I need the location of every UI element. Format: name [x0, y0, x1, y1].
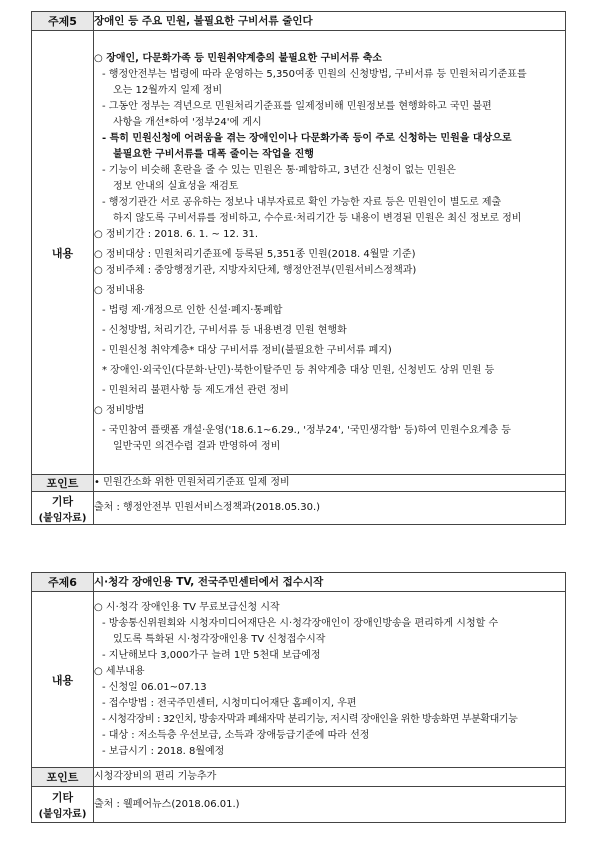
content-line: 오는 12월까지 일제 정비: [113, 84, 223, 96]
etc-label-sub: (붙임자료): [38, 809, 87, 820]
content-line: ○ 정비주체 : 중앙행정기관, 지방자치단체, 행정안전부(민원서비스정책과): [94, 264, 417, 276]
topic6-etc-label: [32, 787, 94, 823]
content-line: - 행정안전부는 법령에 따라 운영하는 5,350여종 민원의 신청방법, 구비서류 등 민원처리기준표를: [102, 68, 527, 80]
content-line: ○ 정비내용: [94, 284, 145, 296]
content-line: - 국민참여 플랫폼 개설·운영('18.6.1~6.29., '정부24', '국민생각함' 등)하여 민원수요계층 등: [102, 424, 511, 436]
topic5-table: [31, 11, 566, 525]
topic6-label: 주제6: [32, 573, 94, 592]
topic6-table: [31, 572, 566, 823]
content-line: - 신청방법, 처리기간, 구비서류 등 내용변경 민원 현행화: [102, 324, 347, 336]
topic5-content-label: 내용: [32, 31, 94, 475]
content-line: - 법령 제·개정으로 인한 신설·폐지·통폐합: [102, 304, 283, 316]
content-line: - 신청일 06.01~07.13: [102, 681, 207, 693]
content-line: - 시청각장비 : 32인치, 방송자막과 폐쇄자막 분리기능, 저시력 장애인을 위한 방송화면 부분확대기능: [102, 713, 518, 725]
topic5-point: • 민원간소화 위한 민원처리기준표 일제 정비: [94, 475, 566, 492]
content-line: - 민원신청 취약계층* 대상 구비서류 정비(불필요한 구비서류 폐지): [102, 344, 392, 356]
topic6-point-label: 포인트: [32, 768, 94, 787]
content-line: - 민원처리 불편사항 등 제도개선 관련 정비: [102, 384, 289, 396]
topic5-content: [94, 31, 566, 475]
content-line: 정보 안내의 실효성을 재검토: [113, 180, 239, 192]
content-line: ○ 정비방법: [94, 404, 145, 416]
content-line: - 방송통신위원회와 시청자미디어재단은 시·청각장애인이 장애인방송을 편리하게 시청할 수: [102, 617, 499, 629]
content-line: ○ 장애인, 다문화가족 등 민원취약계층의 불필요한 구비서류 축소: [94, 52, 383, 64]
content-line: 있도록 특화된 시·청각장애인용 TV 신청접수시작: [113, 633, 326, 645]
topic5-title: 장애인 등 주요 민원, 불필요한 구비서류 줄인다: [94, 12, 566, 31]
topic6-title: 시·청각 장애인용 TV, 전국주민센터에서 접수시작: [94, 573, 566, 592]
topic5-label: 주제5: [32, 12, 94, 31]
topic6-content: [94, 592, 566, 768]
topic6-source: 출처 : 웰페어뉴스(2018.06.01.): [94, 787, 566, 823]
etc-label-sub: (붙임자료): [38, 512, 87, 524]
content-line: - 보급시기 : 2018. 8월예정: [102, 745, 225, 757]
content-line: 일반국민 의견수렴 결과 반영하여 정비: [113, 440, 281, 452]
content-line: * 장애인·외국인(다문화·난민)·북한이탈주민 등 취약계층 대상 민원, 신청빈도 상위 민원 등: [102, 364, 495, 376]
topic5-point-label: 포인트: [32, 475, 94, 492]
content-line: ○ 정비대상 : 민원처리기준표에 등록된 5,351종 민원(2018. 4월말 기준): [94, 248, 416, 260]
content-line: - 행정기관간 서로 공유하는 정보나 내부자료로 확인 가능한 자료 등은 민원인이 별도로 제출: [102, 196, 502, 208]
content-line: 사항을 개선*하여 '정부24'에 게시: [113, 116, 262, 128]
content-line: 하지 않도록 구비서류를 정비하고, 수수료·처리기간 등 내용이 변경된 민원은 최신 정보로 정비: [113, 212, 522, 224]
content-line: - 대상 : 저소득층 우선보급, 소득과 장애등급기준에 따라 선정: [102, 729, 370, 741]
content-line: - 특히 민원신청에 어려움을 겪는 장애인이나 다문화가족 등이 주로 신청하는 민원을 대상으로: [102, 132, 512, 144]
content-line: 불필요한 구비서류를 대폭 줄이는 작업을 진행: [113, 148, 314, 160]
content-line: ○ 세부내용: [94, 665, 145, 677]
content-line: - 그동안 정부는 격년으로 민원처리기준표를 일제정비해 민원정보를 현행화하고 국민 불편: [102, 100, 492, 112]
topic5-source: 출처 : 행정안전부 민원서비스정책과(2018.05.30.): [94, 492, 566, 525]
content-line: - 기능이 비슷해 혼란을 줄 수 있는 민원은 통·폐합하고, 3년간 신청이 없는 민원은: [102, 164, 456, 176]
topic6-content-label: 내용: [32, 592, 94, 768]
content-line: - 지난해보다 3,000가구 늘려 1만 5천대 보급예정: [102, 649, 321, 661]
topic5-etc-label: [32, 492, 94, 525]
etc-label-text: 기타: [51, 791, 74, 804]
etc-label-text: 기타: [51, 494, 74, 508]
content-line: - 접수방법 : 전국주민센터, 시청미디어재단 홈페이지, 우편: [102, 697, 357, 709]
topic6-point: 시청각장비의 편리 기능추가: [94, 768, 566, 787]
content-line: ○ 시·청각 장애인용 TV 무료보급신청 시작: [94, 601, 280, 613]
content-line: ○ 정비기간 : 2018. 6. 1. ~ 12. 31.: [94, 228, 259, 240]
